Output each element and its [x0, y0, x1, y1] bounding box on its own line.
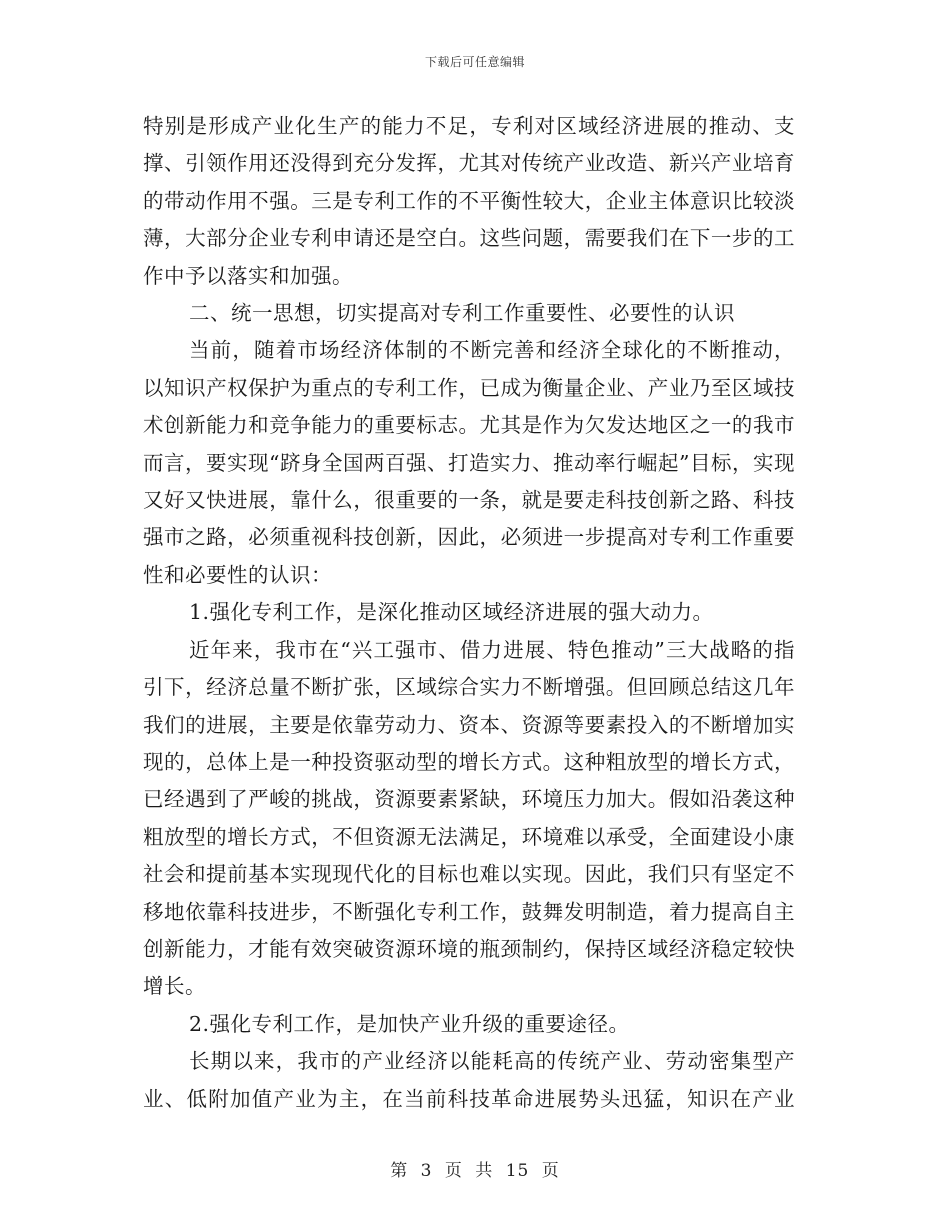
paragraph: 当前，随着市场经济体制的不断完善和经济全球化的不断推动，以知识产权保护为重点的专利工作，已成为衡量企业、产业乃至区域技术创新能力和竞争能力的重要标志。尤其是作为欠发达地区之一的我市而言，要实现“跻身全国两百强、打造实力、推动率行崛起”目标，实现又好又快进展，靠什么，很重要的一条，就是要走科技创新之路、科技强市之路，必须重视科技创新，因此，必须进一步提高对专利工作重要性和必要性的认识： [143, 338, 795, 587]
paragraph: 近年来，我市在“兴工强市、借力进展、特色推动”三大战略的指引下，经济总量不断扩张，区域综合实力不断增强。但回顾总结这几年我们的进展，主要是依靠劳动力、资本、资源等要素投入的不断增加实现的，总体上是一种投资驱动型的增长方式。这种粗放型的增长方式，已经遇到了严峻的挑战，资源要素紧缺，环境压力加大。假如沿袭这种粗放型的增长方式，不但资源无法满足，环境难以承受，全面建设小康社会和提前基本实现现代化的目标也难以实现。因此，我们只有坚定不移地依靠科技进步，不断强化专利工作，鼓舞发明制造，着力提高自主创新能力，才能有效突破资源环境的瓶颈制约，保持区域经济稳定较快增长。 [143, 637, 795, 999]
document-body [143, 108, 795, 1118]
page-footer: 第 3 页 共 15 页 [390, 1161, 560, 1181]
numbered-point-heading: 2.强化专利工作，是加快产业升级的重要途径。 [189, 1011, 630, 1036]
page-header: 下载后可任意编辑 [424, 55, 525, 69]
section-heading: 二、统一思想，切实提高对专利工作重要性、必要性的认识 [189, 301, 735, 326]
paragraph: 长期以来，我市的产业经济以能耗高的传统产业、劳动密集型产业、低附加值产业为主，在当前科技革命进展势头迅猛，知识在产业 [143, 1049, 795, 1111]
numbered-point-heading: 1.强化专利工作，是深化推动区域经济进展的强大动力。 [189, 600, 714, 625]
paragraph-continued: 特别是形成产业化生产的能力不足，专利对区域经济进展的推动、支撑、引领作用还没得到充分发挥，尤其对传统产业改造、新兴产业培育的带动作用不强。三是专利工作的不平衡性较大，企业主体意识比较淡薄，大部分企业专利申请还是空白。这些问题，需要我们在下一步的工作中予以落实和加强。 [143, 114, 795, 288]
